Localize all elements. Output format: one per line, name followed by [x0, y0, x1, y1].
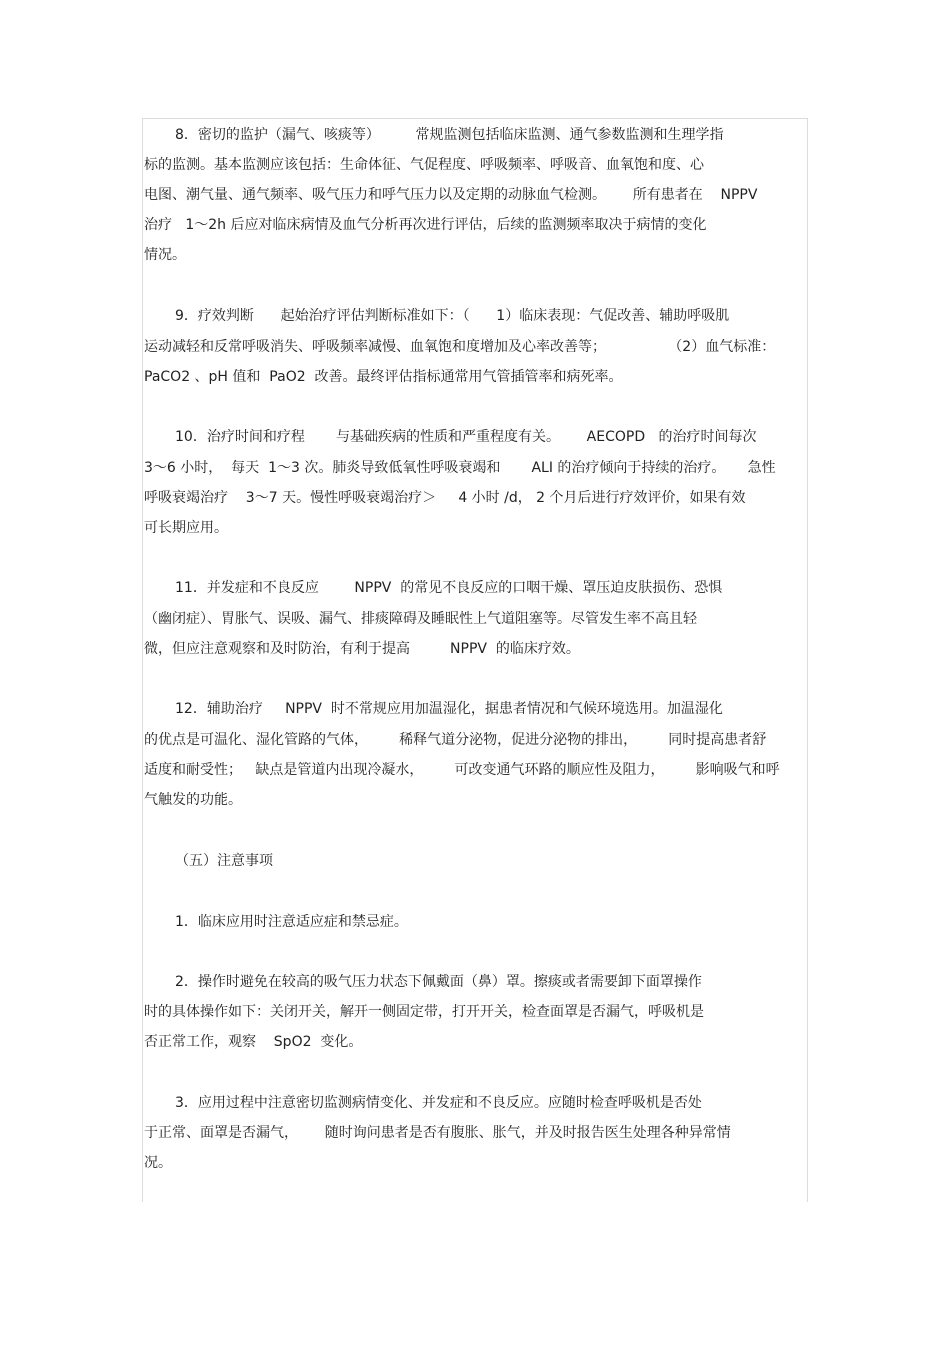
- text-line: 微，但应注意观察和及时防治，有利于提高 NPPV 的临床疗效。: [144, 641, 580, 657]
- text-line: 气触发的功能。: [144, 792, 242, 808]
- text-line: 1．临床应用时注意适应症和禁忌症。: [175, 914, 408, 930]
- text-line: 3．应用过程中注意密切监测病情变化、并发症和不良反应。应随时检查呼吸机是否处: [175, 1095, 702, 1111]
- text-line: 运动减轻和反常呼吸消失、呼吸频率减慢、血氧饱和度增加及心率改善等； （2）血气标准：: [144, 339, 776, 355]
- text-line: 的优点是可温化、湿化管路的气体， 稀释气道分泌物，促进分泌物的排出， 同时提高患者舒: [144, 732, 767, 748]
- text-line: 2．操作时避免在较高的吸气压力状态下佩戴面（鼻）罩。擦痰或者需要卸下面罩操作: [175, 974, 702, 990]
- text-line: 情况。: [144, 247, 186, 263]
- text-line: 呼吸衰竭治疗 3～7 天。慢性呼吸衰竭治疗＞ 4 小时 /d， 2 个月后进行疗效评价，如果有效: [144, 490, 746, 506]
- text-line: 标的监测。基本监测应该包括：生命体征、气促程度、呼吸频率、呼吸音、血氧饱和度、心: [144, 157, 704, 173]
- text-line: 10．治疗时间和疗程 与基础疾病的性质和严重程度有关。 AECOPD 的治疗时间每次: [175, 429, 757, 445]
- text-line: 3～6 小时， 每天 1～3 次。肺炎导致低氧性呼吸衰竭和 ALI 的治疗倾向于持续的治疗。 急性: [144, 460, 776, 476]
- text-line: 11．并发症和不良反应 NPPV 的常见不良反应的口咽干燥、罩压迫皮肤损伤、恐惧: [175, 580, 723, 596]
- text-line: 8．密切的监护（漏气、咳痰等） 常规监测包括临床监测、通气参数监测和生理学指: [175, 127, 724, 143]
- text-line: 12．辅助治疗 NPPV 时不常规应用加温湿化，据患者情况和气候环境选用。加温湿化: [175, 701, 723, 717]
- text-line: 于正常、面罩是否漏气， 随时询问患者是否有腹胀、胀气，并及时报告医生处理各种异常情: [144, 1125, 731, 1141]
- text-line: （幽闭症）、胃胀气、误吸、漏气、排痰障碍及睡眠性上气道阻塞等。尽管发生率不高且轻: [144, 611, 697, 627]
- text-line: 适度和耐受性； 缺点是管道内出现冷凝水， 可改变通气环路的顺应性及阻力， 影响吸气和呼: [144, 762, 780, 778]
- text-line: 治疗 1～2h 后应对临床病情及血气分析再次进行评估，后续的监测频率取决于病情的变化: [144, 217, 707, 233]
- text-line: 电图、潮气量、通气频率、吸气压力和呼气压力以及定期的动脉血气检测。 所有患者在 NPPV: [144, 187, 758, 203]
- text-line: 可长期应用。: [144, 520, 228, 536]
- text-line: 时的具体操作如下：关闭开关，解开一侧固定带，打开开关，检查面罩是否漏气，呼吸机是: [144, 1004, 704, 1020]
- text-line: 9．疗效判断 起始治疗评估判断标准如下：（ 1）临床表现：气促改善、辅助呼吸肌: [175, 308, 730, 324]
- text-line: 否正常工作，观察 SpO2 变化。: [144, 1034, 363, 1050]
- section-heading: （五）注意事项: [175, 853, 273, 869]
- text-line: PaCO2 、pH 值和 PaO2 改善。最终评估指标通常用气管插管率和病死率。: [144, 369, 623, 385]
- text-line: 况。: [144, 1155, 172, 1171]
